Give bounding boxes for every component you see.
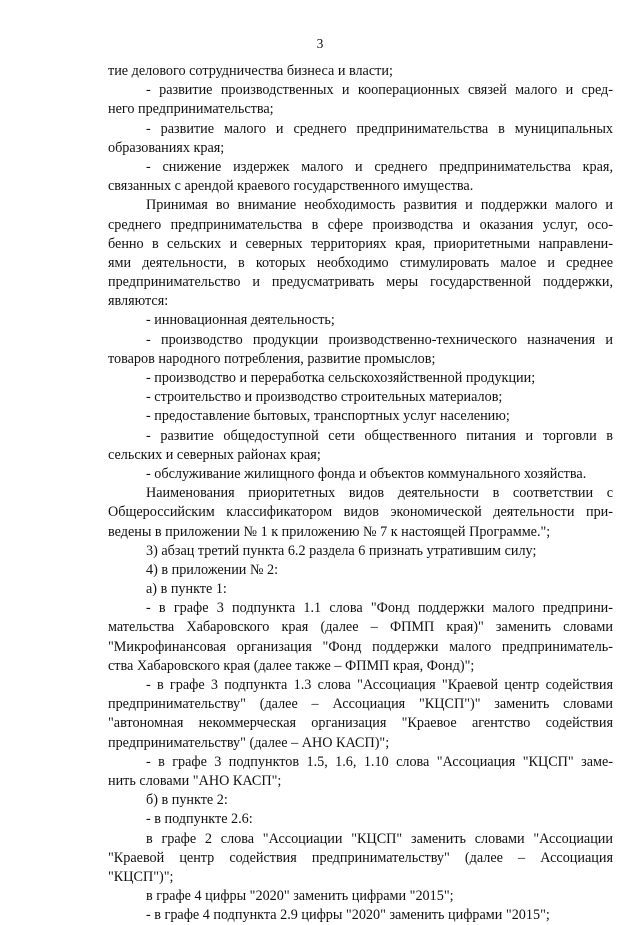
text-line: - в графе 4 подпункта 2.9 цифры "2020" заменить цифрами "2015"; (146, 907, 550, 924)
text-line: мательства Хабаровского края (далее – ФПМП края)" заменить словами (108, 619, 613, 636)
text-line: - строительство и производство строительных материалов; (146, 389, 503, 406)
text-line: 4) в приложении № 2: (146, 561, 279, 578)
text-line: - развитие производственных и кооперационных связей малого и сред- (146, 82, 613, 99)
text-line: - производство продукции производственно-технического назначения и (146, 331, 613, 348)
text-line: "автономная некоммерческая организация "Краевое агентство содействия (108, 715, 613, 732)
text-line: - в подпункте 2.6: (146, 811, 253, 828)
text-line: - снижение издержек малого и среднего предпринимательства края, (146, 158, 613, 175)
text-line: ведены в приложении № 1 к приложению № 7 к настоящей Программе."; (108, 523, 551, 540)
text-line: а) в пункте 1: (146, 581, 227, 598)
text-line: - развитие малого и среднего предпринимательства в муниципальных (146, 120, 613, 137)
text-line: "Микрофинансовая организация "Фонд поддержки малого предприниматель- (108, 638, 613, 655)
text-line: являются: (108, 293, 169, 310)
text-line: "Краевой центр содействия предпринимательству" (далее – Ассоциация (108, 849, 613, 866)
text-line: в графе 4 цифры "2020" заменить цифрами "2015"; (146, 888, 454, 905)
text-line: - в графе 3 подпункта 1.1 слова "Фонд поддержки малого предприни- (146, 600, 613, 617)
text-line: среднего предпринимательства в сфере производства и оказания услуг, осо- (108, 216, 613, 233)
text-line: - обслуживание жилищного фонда и объектов коммунального хозяйства. (146, 465, 587, 482)
text-line: предпринимательству" (далее – АНО КАСП)"; (108, 734, 390, 751)
document-body (108, 62, 613, 925)
text-line: предпринимательство и предусматривать меры государственной поддержки, (108, 274, 613, 291)
text-line: Принимая во внимание необходимость развития и поддержки малого и (146, 197, 613, 214)
text-line: него предпринимательства; (108, 101, 274, 118)
text-line: Общероссийским классификатором видов экономической деятельности при- (108, 504, 613, 521)
text-line: образованиях края; (108, 139, 225, 156)
text-line: - в графе 3 подпунктов 1.5, 1.6, 1.10 слова "Ассоциация "КЦСП" заме- (146, 753, 613, 770)
text-line: ями деятельности, в которых необходимо стимулировать малое и среднее (108, 254, 613, 271)
text-line: товаров народного потребления, развитие промыслов; (108, 350, 436, 367)
text-line: нить словами "АНО КАСП"; (108, 772, 282, 789)
text-line: предпринимательству" (далее – Ассоциация "КЦСП")" заменить словами (108, 696, 613, 713)
text-line: тие делового сотрудничества бизнеса и власти; (108, 63, 393, 79)
text-line: Наименования приоритетных видов деятельности в соответствии с (146, 485, 613, 502)
text-line: в графе 2 слова "Ассоциации "КЦСП" заменить словами "Ассоциации (146, 830, 613, 847)
text-line: - инновационная деятельность; (146, 312, 335, 329)
text-line: - в графе 3 подпункта 1.3 слова "Ассоциация "Краевой центр содействия (146, 677, 613, 693)
text-line: бенно в сельских и северных территориях края, приоритетными направлени- (108, 235, 613, 252)
text-line: связанных с арендой краевого государственного имущества. (108, 178, 474, 195)
text-line: ства Хабаровского края (далее также – ФПМП края, Фонд)"; (108, 657, 475, 674)
page-number: 3 (316, 36, 324, 51)
text-line: - производство и переработка сельскохозяйственной продукции; (146, 370, 536, 386)
text-line: б) в пункте 2: (146, 792, 228, 809)
text-line: - развитие общедоступной сети общественного питания и торговли в (146, 427, 613, 444)
text-line: "КЦСП")"; (108, 868, 174, 885)
text-line: сельских и северных районах края; (108, 446, 321, 463)
text-line: 3) абзац третий пункта 6.2 раздела 6 признать утратившим силу; (146, 542, 537, 559)
text-line: - предоставление бытовых, транспортных услуг населению; (146, 408, 510, 425)
